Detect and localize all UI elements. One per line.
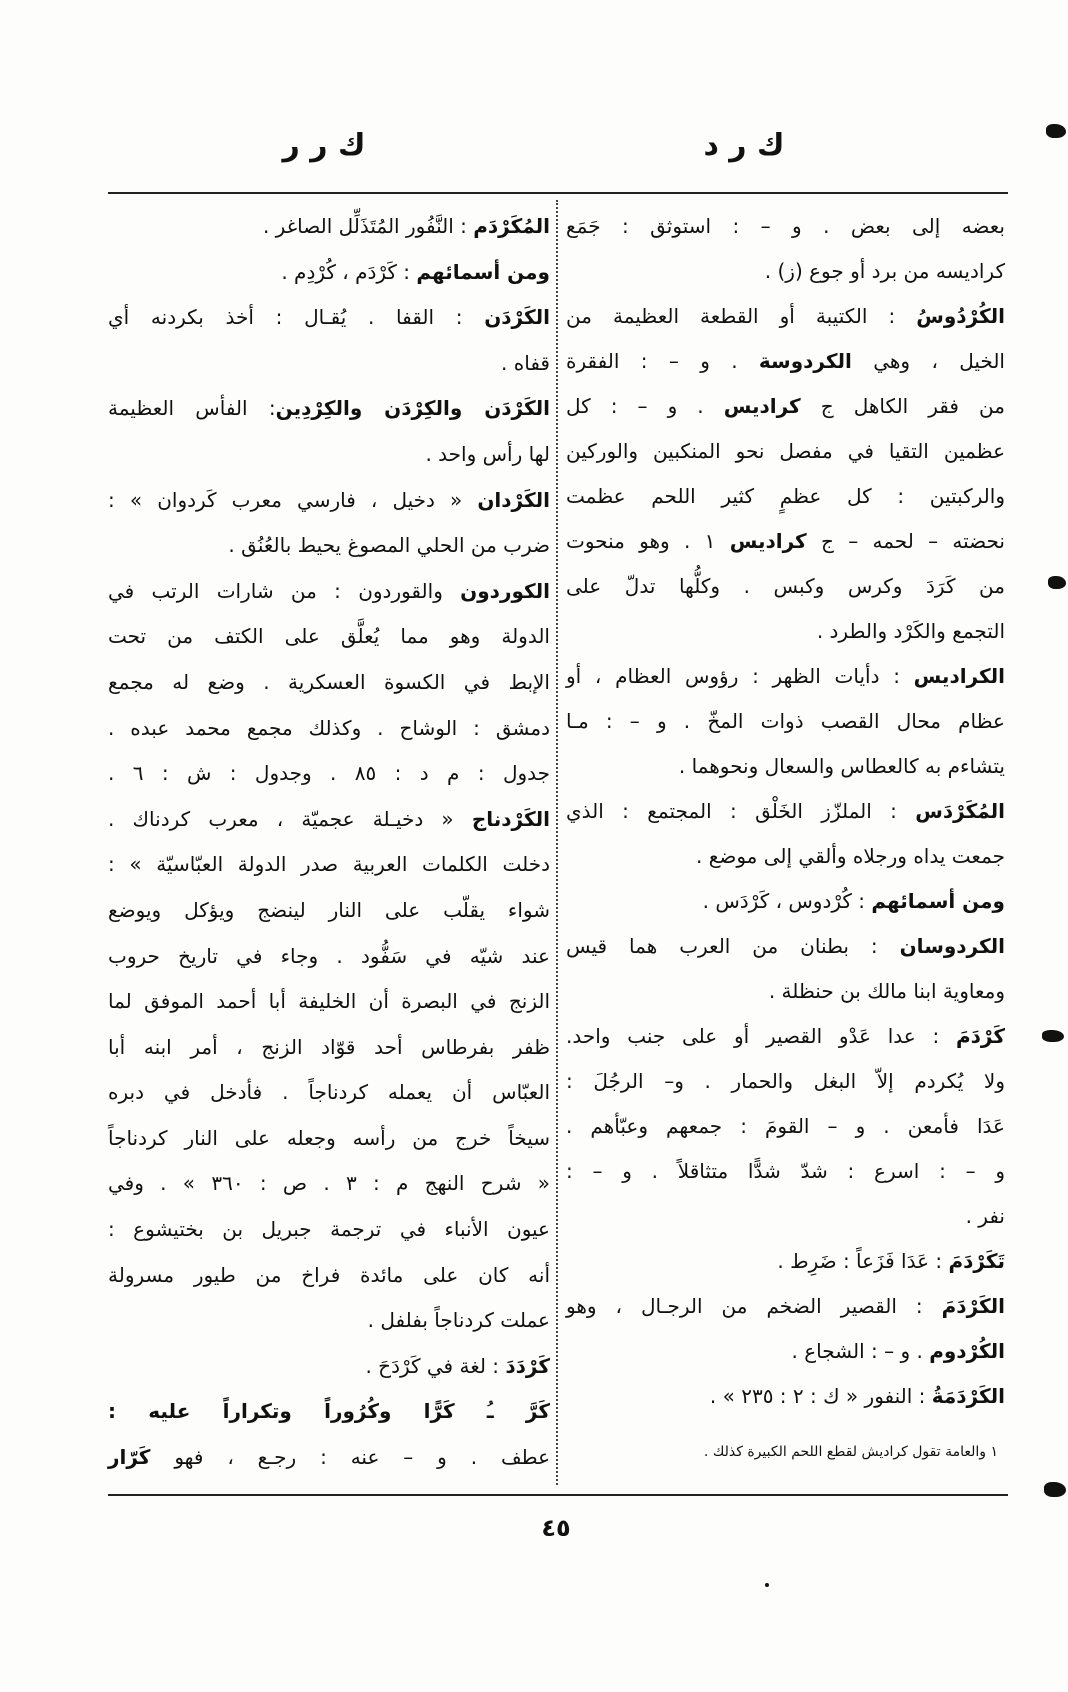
entry-line [566, 1059, 1005, 1104]
definition-text: قفاه . [501, 350, 550, 375]
definition-text: ١ . وهو منحوت [566, 529, 730, 553]
definition-text: : القصير الضخم من الرجـال ، وهو [566, 1294, 942, 1318]
entry-line [108, 751, 550, 797]
definition-text: يتشاءم به كالعطاس والسعال ونحوهما . [678, 754, 1005, 778]
entry-line [108, 1070, 550, 1116]
definition-text: « شرح النهج م : ٣ . ص : ٣٦٠ » . وفي [108, 1171, 550, 1196]
definition-text: : الفأس العظيمة [108, 396, 276, 421]
definition-text: أنه كان على مائدة فراخ من طيور مسرولة [108, 1262, 550, 1287]
entry-line [566, 519, 1005, 564]
headword: كَرّار [108, 1445, 151, 1470]
entry-line [108, 341, 550, 387]
headword: المُكَرْدَم [473, 214, 550, 238]
definition-text: دمشق : الوشاح . وكذلك مجمع محمد عبده . [108, 715, 550, 740]
definition-text: التجمع والكَرْد والطرد . [816, 619, 1005, 643]
definition-text: : عدا عَدْو القصير أو على جنب واحد. [566, 1024, 956, 1048]
entry-line [566, 1284, 1005, 1329]
entry-line [566, 969, 1005, 1014]
headword: الكَرْدَن والكِرْدَن والكِرْدِين [275, 396, 550, 421]
entry-line [108, 979, 550, 1025]
definition-text: العبّاس أن يعمله كردناجاً . فأدخل في دبره [108, 1080, 550, 1105]
entry-line [108, 1116, 550, 1162]
definition-text: : دأيات الظهر : رؤوس العظام ، أو [566, 664, 914, 688]
headword: كراديس [723, 394, 801, 418]
headword: الكَرْدَمَةُ [931, 1384, 1005, 1408]
left-column [108, 204, 550, 1481]
definition-text: و – : اسرع : شدّ شدًّا متثاقلاً . و – : [566, 1159, 1005, 1183]
entry-line [108, 386, 550, 432]
headword: المُكَرْدَس [915, 799, 1005, 823]
definition-text: بعضه إلى بعض . و – : استوثق : جَمَع [566, 214, 1005, 238]
definition-text: نحضته – لحمه – ج [806, 529, 1005, 553]
page-number: ٤٥ [541, 1514, 571, 1542]
entry-line [566, 249, 1005, 294]
definition-text: ومعاوية ابنا مالك بن حنظلة . [768, 979, 1005, 1003]
definition-text: « دخيـلة عجميّة ، معرب كردناك . [108, 806, 472, 831]
definition-text: والقوردون : من شارات الرتب في [108, 578, 461, 603]
definition-text: عملت كردناجاً بفلفل . [367, 1308, 550, 1333]
right-column [566, 204, 1005, 1419]
definition-text: والركبتين : كل عظمٍ كثير اللحم عظمت [566, 484, 1005, 508]
entry-line [566, 474, 1005, 519]
entry-line [108, 1253, 550, 1299]
entry-line [108, 1435, 550, 1481]
definition-text: الزنج في البصرة أن الخليفة أبا أحمد الموفق لما [108, 989, 550, 1014]
scan-mark [1046, 124, 1066, 138]
scan-mark [1048, 576, 1066, 589]
headword: الكردوسة [758, 349, 852, 373]
definition-text: . و – : الشجاع . [791, 1339, 930, 1363]
entry-line [566, 1329, 1005, 1374]
definition-text: الخيل ، وهي [851, 349, 1005, 373]
entry-line [566, 204, 1005, 249]
definition-text: : القفا . يُقـال : أخذ بكردنه أي [108, 305, 485, 330]
entry-line [566, 744, 1005, 789]
headword: الكراديس [913, 664, 1005, 688]
definition-text: : كُرْدوس ، كَرْدَس . [702, 889, 872, 913]
definition-text: لها رأس واحد . [425, 441, 550, 466]
definition-text: دخلت الكلمات العربية صدر الدولة العبّاسيّة » : [108, 852, 550, 877]
headword: الكَرْدَن [484, 305, 550, 330]
entry-line [566, 294, 1005, 339]
definition-text: سيخاً خرج من رأسه وجعله على النار كردناجاً [108, 1125, 550, 1150]
footer-rule [108, 1494, 1008, 1496]
headword: الكردوسان [899, 934, 1005, 958]
column-divider [556, 200, 558, 1485]
scan-mark [1042, 1030, 1064, 1042]
left-column-root-header: ك ر ر [282, 128, 366, 163]
definition-text: شواء يقلّب على النار لينضج ويؤكل ويوضع [108, 897, 550, 922]
header-rule [108, 192, 1008, 194]
definition-text: : الكتيبة أو القطعة العظيمة من [566, 304, 917, 328]
definition-text: : كَرْدَم ، كُرْدِم . [281, 259, 417, 284]
definition-text: من كَرَدَ وكرس وكبس . وكلُّها تدلّ على [566, 574, 1005, 598]
scan-mark [1044, 1482, 1066, 1497]
headword: ومن أسمائهم [416, 259, 550, 284]
headword: كَرْدَدَ [505, 1353, 550, 1378]
scan-dot [765, 1583, 769, 1587]
definition-text: ولا يُكردم إلاّ البغل والحمار . و– الرجُلَ : [566, 1069, 1005, 1093]
definition-text: كراديسه من برد أو جوع (ز) . [764, 259, 1005, 283]
definition-text: : النفور « ك : ٢ : ٢٣٥ » . [709, 1384, 932, 1408]
entry-line [566, 699, 1005, 744]
definition-text: : عَدَا فَزَعاً : ضَرِط . [777, 1249, 949, 1273]
entry-line [108, 888, 550, 934]
headword: الكَرْدناج [471, 806, 550, 831]
headword: الكُرْدُوسُ [916, 304, 1005, 328]
entry-line [108, 523, 550, 569]
entry-line [108, 432, 550, 478]
headword: الكُرْدوم [929, 1339, 1005, 1363]
entry-line [108, 478, 550, 524]
definition-text: ضرب من الحلي المصوغ يحيط بالعُنُق . [228, 533, 550, 558]
entry-line [108, 842, 550, 888]
headword: الكَرْدَمَ [941, 1294, 1005, 1318]
definition-text: : بطنان من العرب هما قيس [566, 934, 900, 958]
headword: الكَرْدان [477, 487, 550, 512]
entry-line [108, 295, 550, 341]
entry-line [566, 924, 1005, 969]
definition-text: عظمين التقيا في مفصل نحو المنكبين والوركين [566, 439, 1005, 463]
definition-text: الإبط في الكسوة العسكرية . وضع له مجمع [108, 669, 550, 694]
entry-line [566, 1014, 1005, 1059]
definition-text: . و – : الفقرة [566, 349, 759, 373]
entry-line [108, 1207, 550, 1253]
entry-line [108, 660, 550, 706]
entry-line [566, 564, 1005, 609]
definition-text: : لغة في كَرْدَحَ . [365, 1353, 506, 1378]
definition-text: . و – : كل [566, 394, 724, 418]
entry-line [108, 797, 550, 843]
definition-text: : النَّفُور المُتَذَلِّل الصاغر . [262, 214, 474, 238]
entry-line [566, 384, 1005, 429]
entry-line [108, 1025, 550, 1071]
definition-text: « دخيل ، فارسي معرب كَردوان » : [108, 487, 478, 512]
definition-text: جمعت يداه ورجلاه وألقي إلى موضع . [696, 844, 1005, 868]
entry-line [566, 609, 1005, 654]
headword: كَرْدَمَ [956, 1024, 1005, 1048]
definition-text: نفر . [965, 1204, 1005, 1228]
entry-line [566, 654, 1005, 699]
definition-text: ظفر بفرطاس أحد قوّاد الزنج ، أمر ابنه أبا [108, 1034, 550, 1059]
headword: كَرَّ ـُ كَرًّا وكُرُوراً وتكراراً عليه : [108, 1399, 550, 1424]
entry-line [566, 1194, 1005, 1239]
entry-line [108, 614, 550, 660]
definition-text: من فقر الكاهل ج [800, 394, 1005, 418]
definition-text: عظام محال القصب ذوات المخّ . و – : مـا [566, 709, 1005, 733]
definition-text: عطف . و – عنه : رجـع ، فهو [150, 1445, 550, 1470]
headword: تَكَرْدَمَ [948, 1249, 1005, 1273]
definition-text: عيون الأنباء في ترجمة جبريل بن بختيشوع : [108, 1217, 550, 1242]
entry-line [566, 879, 1005, 924]
entry-line [108, 706, 550, 752]
entry-line [566, 834, 1005, 879]
headword: الكوردون [460, 578, 550, 603]
entry-line [108, 1389, 550, 1435]
definition-text: عند شيّه في سَفُّود . وجاء في تاريخ حروب [108, 943, 550, 968]
headword: كراديس [729, 529, 807, 553]
entry-line [108, 204, 550, 250]
right-column-root-header: ك ر د [703, 128, 785, 163]
entry-line [566, 339, 1005, 384]
entry-line [108, 934, 550, 980]
entry-line [108, 1161, 550, 1207]
entry-line [566, 1104, 1005, 1149]
entry-line [566, 789, 1005, 834]
entry-line [566, 1374, 1005, 1419]
definition-text: عَدَا فأمعن . و – القومَ : جمعهم وعبّأهم . [566, 1114, 1005, 1138]
definition-text: : الملزّز الخَلْق : المجتمع : الذي [566, 799, 916, 823]
entry-line [108, 1298, 550, 1344]
entry-line [566, 1239, 1005, 1284]
entry-line [108, 569, 550, 615]
definition-text: الدولة وهو مما يُعلَّق على الكتف من تحت [108, 624, 550, 649]
entry-line [108, 1344, 550, 1390]
entry-line [566, 1149, 1005, 1194]
headword: ومن أسمائهم [871, 889, 1005, 913]
footnote: ١ والعامة تقول كراديش لقطع اللحم الكبيرة كذلك . [703, 1444, 998, 1460]
entry-line [566, 429, 1005, 474]
definition-text: جدول : م د : ٨٥ . وجدول : ش : ٦ . [108, 761, 550, 786]
entry-line [108, 250, 550, 296]
